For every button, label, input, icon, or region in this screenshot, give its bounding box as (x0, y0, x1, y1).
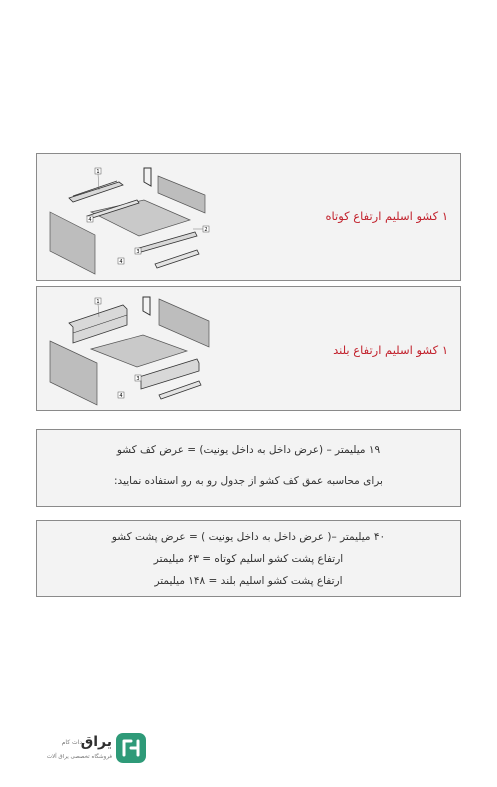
bottom-width-formula: ۱۹ میلیمتر – (عرض داخل به داخل یونیت) = عرض کف کشو (116, 444, 381, 456)
back-panel (158, 176, 205, 213)
short-drawer-panel (36, 153, 461, 281)
left-side-tall (69, 305, 127, 343)
back-panel (159, 299, 209, 347)
drawer-bottom (91, 200, 190, 236)
callout-3 (135, 375, 141, 382)
svg-text:3: 3 (136, 376, 140, 382)
runner-bottom (159, 381, 201, 399)
back-bracket (144, 168, 151, 186)
right-side-rail (139, 232, 197, 252)
svg-text:1: 1 (96, 169, 100, 175)
tall-drawer-exploded-diagram (47, 293, 222, 408)
short-drawer-title: ۱ کشو اسلیم ارتفاع کوتاه (325, 209, 448, 223)
back-bracket (143, 297, 150, 315)
short-drawer-exploded-diagram (47, 160, 222, 278)
drawer-bottom (91, 335, 187, 367)
svg-text:2: 2 (204, 227, 208, 233)
left-side-rail (69, 182, 123, 202)
tall-back-height: ارتفاع پشت کشو اسلیم بلند = ۱۴۸ میلیمتر (154, 575, 343, 587)
logo-mark-icon (116, 733, 146, 763)
back-width-formula: ۴۰ میلیمتر –( عرض داخل به داخل یونیت ) = عرض پشت کشو (111, 531, 386, 543)
back-dimensions-box (36, 520, 461, 597)
short-back-height: ارتفاع پشت کشو اسلیم کوتاه = ۶۳ میلیمتر (153, 553, 344, 565)
svg-text:4: 4 (119, 393, 123, 399)
callout-4 (118, 392, 124, 399)
callout-4-bottom (118, 258, 124, 265)
logo-name: یراق (80, 734, 112, 750)
logo-domain: دات کام (61, 739, 82, 746)
bottom-width-formula-box (36, 429, 461, 507)
svg-text:4: 4 (88, 217, 92, 223)
yaragh-logo[interactable] (42, 733, 146, 763)
front-panel (50, 341, 97, 405)
bottom-depth-note: برای محاسبه عمق کف کشو از جدول رو به رو استفاده نمایید: (114, 475, 383, 487)
svg-text:1: 1 (96, 299, 100, 305)
tall-drawer-panel (36, 286, 461, 411)
callout-4-top (87, 216, 93, 223)
logo-tagline: فروشگاه تخصصی یراق آلات (46, 754, 112, 760)
tall-drawer-title: ۱ کشو اسلیم ارتفاع بلند (333, 343, 448, 357)
runner-bottom (155, 250, 199, 268)
svg-text:3: 3 (136, 249, 140, 255)
callout-3 (135, 248, 141, 255)
svg-text:4: 4 (119, 259, 123, 265)
